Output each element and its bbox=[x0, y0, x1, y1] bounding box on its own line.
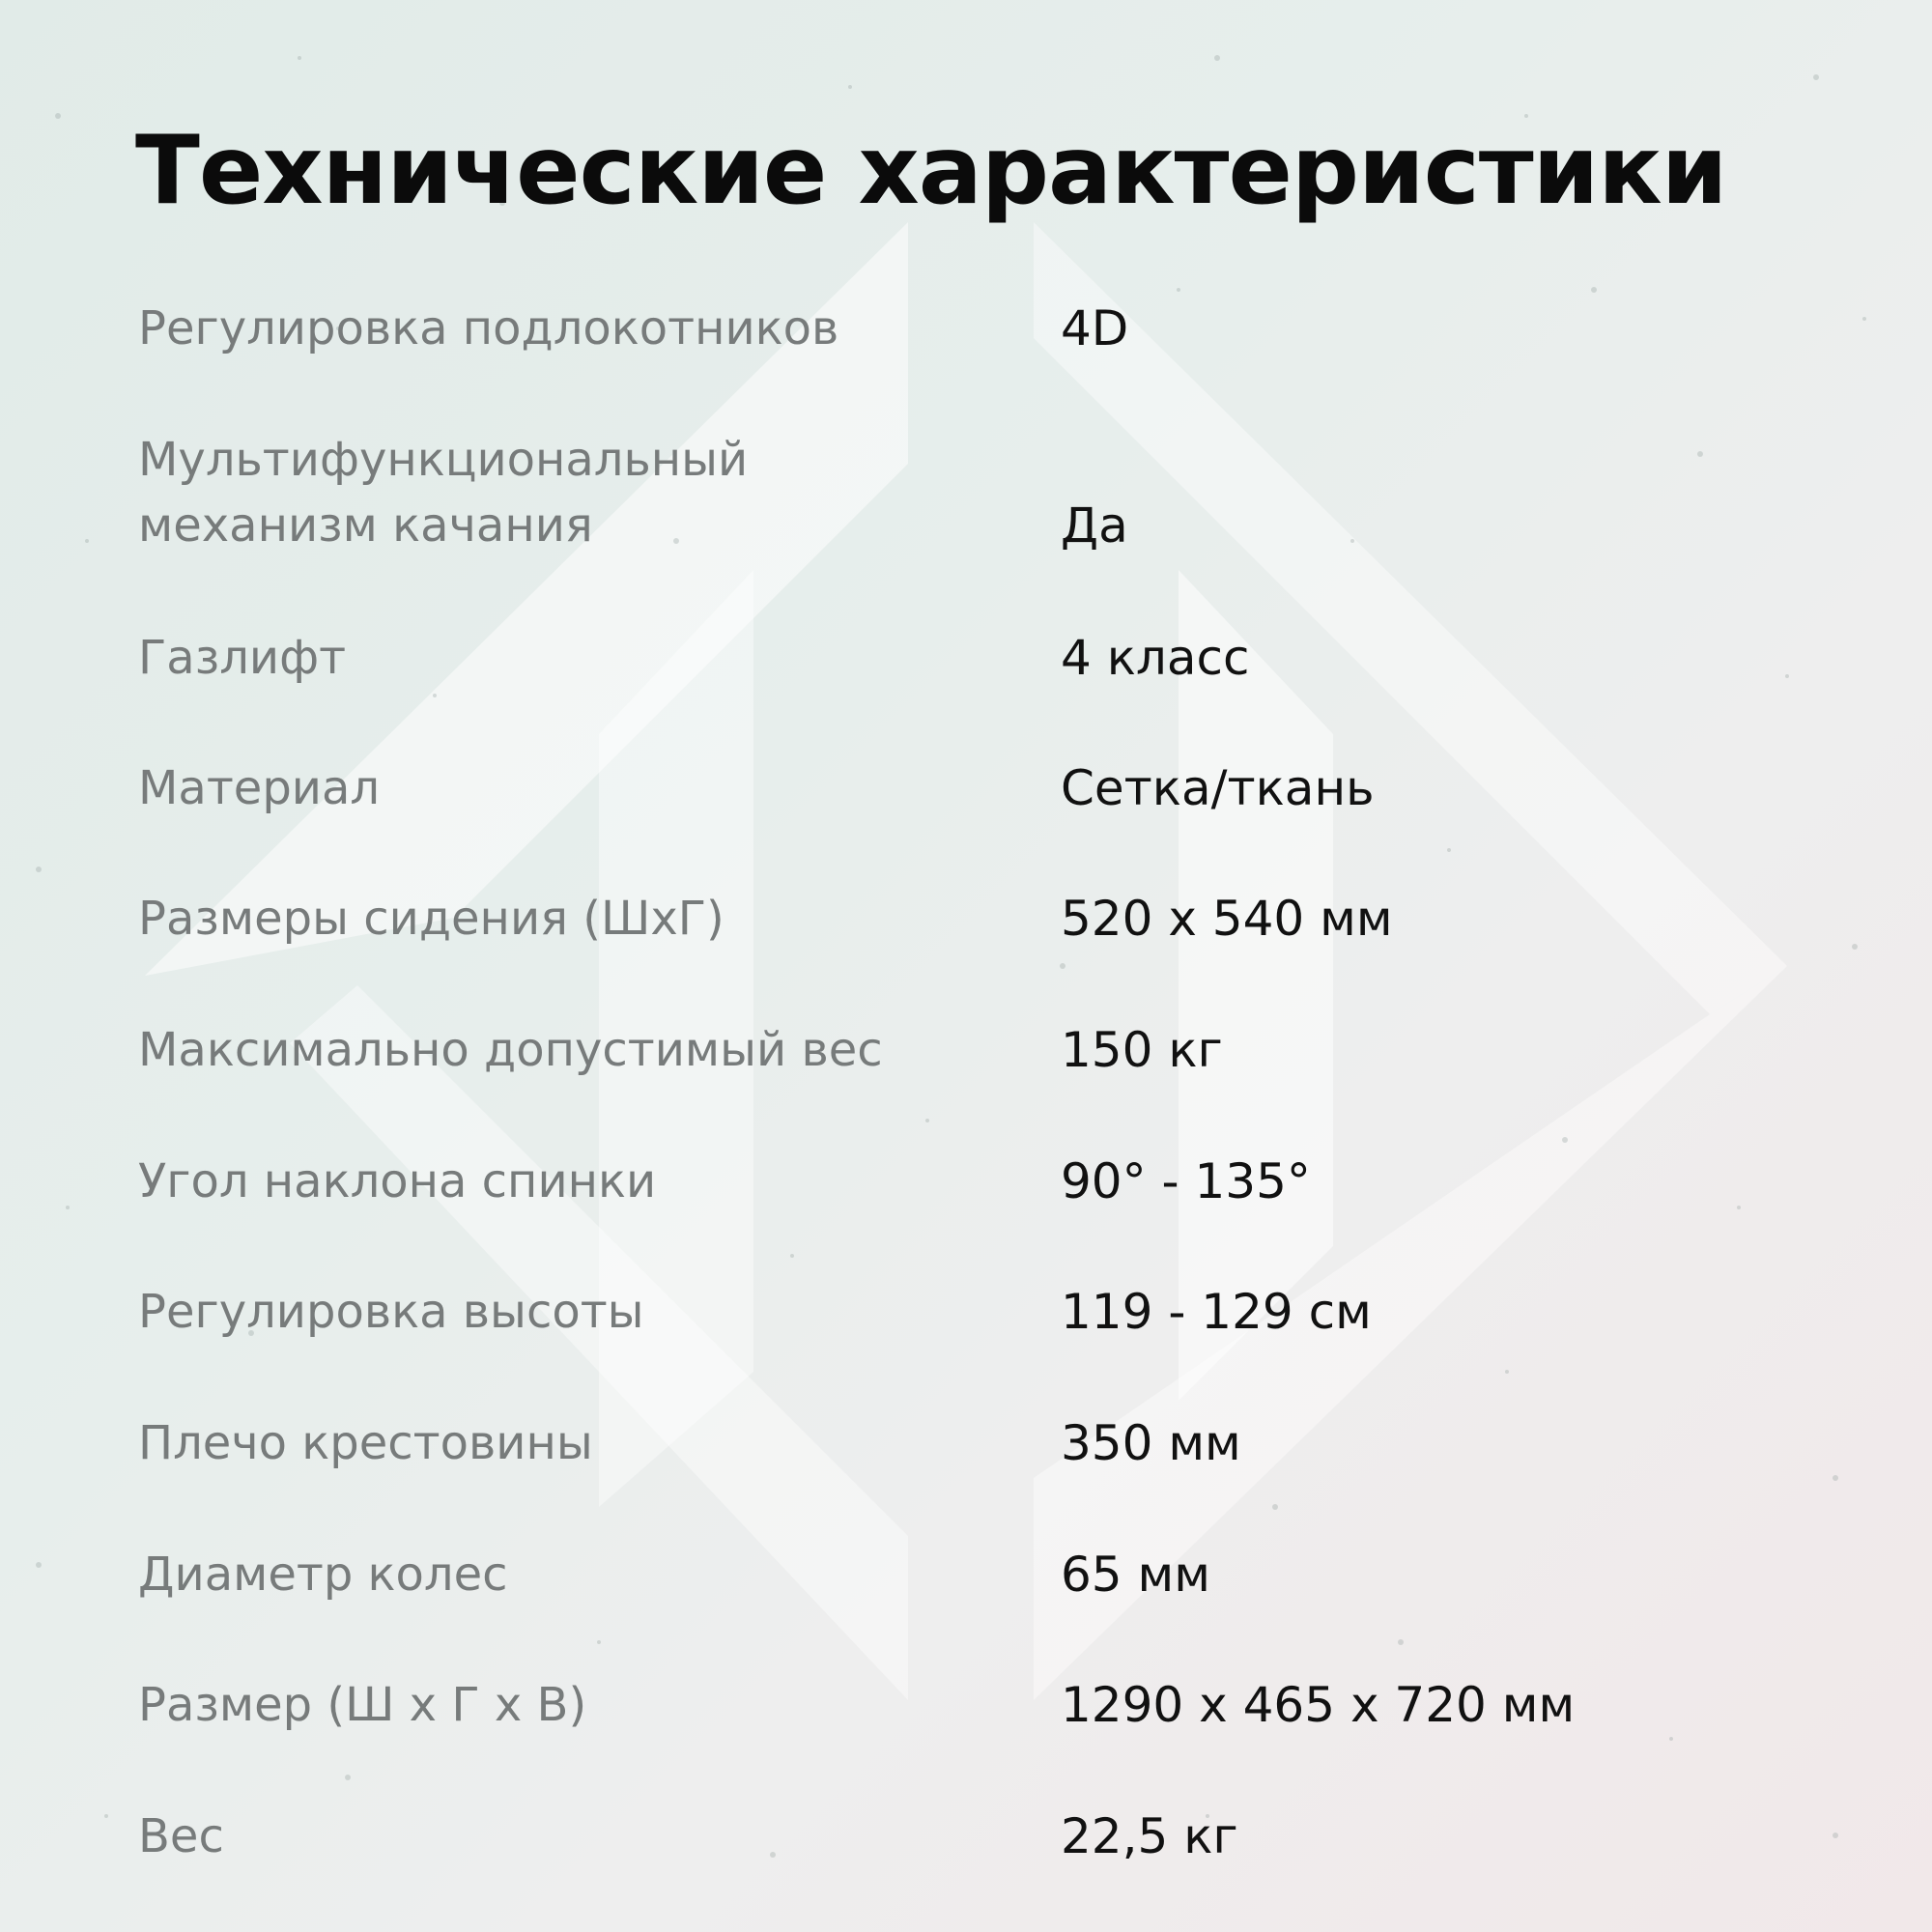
spec-value: 4 класс bbox=[1061, 630, 1250, 686]
spec-value: Сетка/ткань bbox=[1061, 760, 1375, 816]
spec-value: Да bbox=[1061, 497, 1128, 554]
spec-label: Диаметр колес bbox=[138, 1548, 508, 1602]
spec-label: Мультифункциональный механизм качания bbox=[138, 433, 749, 553]
spec-value: 4D bbox=[1061, 300, 1129, 356]
spec-label: Вес bbox=[138, 1809, 224, 1863]
spec-label: Материал bbox=[138, 761, 381, 815]
spec-value: 520 х 540 мм bbox=[1061, 891, 1393, 947]
spec-label: Регулировка высоты bbox=[138, 1285, 644, 1339]
spec-label: Размер (Ш х Г х В) bbox=[138, 1678, 587, 1732]
spec-value: 350 мм bbox=[1061, 1415, 1241, 1471]
spec-label: Угол наклона спинки bbox=[138, 1154, 657, 1208]
spec-value: 1290 х 465 х 720 мм bbox=[1061, 1677, 1576, 1733]
spec-value: 150 кг bbox=[1061, 1022, 1223, 1078]
page-title: Технические характеристики bbox=[135, 116, 1727, 226]
spec-value: 65 мм bbox=[1061, 1547, 1210, 1603]
spec-value: 90° - 135° bbox=[1061, 1153, 1311, 1209]
spec-value: 22,5 кг bbox=[1061, 1808, 1238, 1864]
spec-label: Плечо крестовины bbox=[138, 1416, 593, 1470]
spec-label: Регулировка подлокотников bbox=[138, 301, 839, 355]
spec-value: 119 - 129 см bbox=[1061, 1284, 1372, 1340]
spec-label: Газлифт bbox=[138, 631, 347, 685]
spec-label: Размеры сидения (ШхГ) bbox=[138, 892, 724, 946]
spec-label: Максимально допустимый вес bbox=[138, 1023, 883, 1077]
